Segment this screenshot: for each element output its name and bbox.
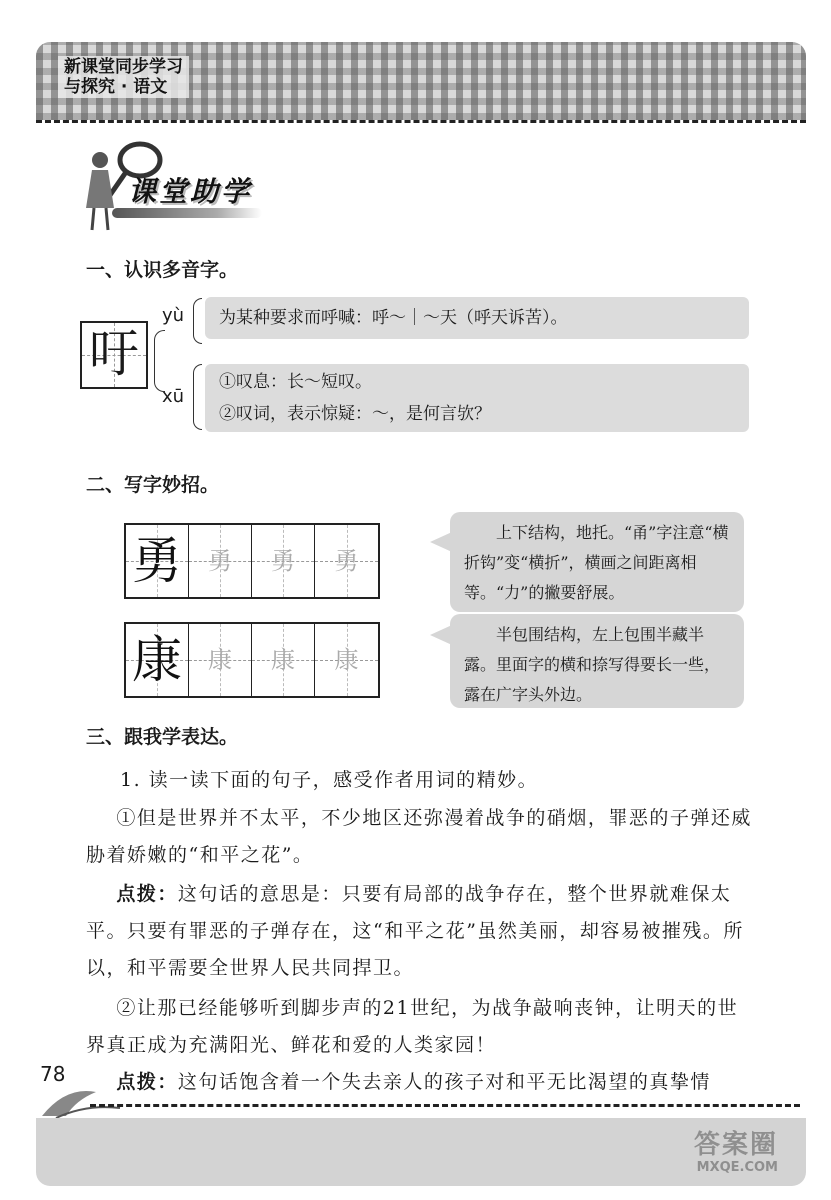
section-banner-title: 课堂助学 — [128, 175, 253, 208]
reading-xu-line1: ①叹息：长～短叹。 — [219, 372, 372, 392]
grid-cell-trace: 勇 — [252, 525, 315, 597]
sentence-1: ①但是世界并不太平，不少地区还弥漫着战争的硝烟，罪恶的子弹还威胁着娇嫩的“和平之花”。 — [86, 807, 752, 866]
brace-yu — [193, 298, 202, 344]
tip-bubble-kang: 半包围结构，左上包围半藏半露。里面字的横和捺写得要长一些，露在广字头外边。 — [450, 614, 744, 708]
leaf-decoration-icon — [36, 1082, 126, 1122]
reading-xu-line2: ②叹词，表示惊疑：～，是何言欤？ — [219, 404, 491, 424]
reading-yu-box — [205, 297, 749, 339]
grid-cell-model: 康 — [126, 624, 189, 696]
watermark-url: MXQE.COM — [696, 1160, 778, 1175]
tip-bubble-tail — [430, 625, 452, 645]
pinyin-yu: yù — [162, 305, 185, 326]
hint-1-text: 这句话的意思是：只要有局部的战争存在，整个世界就难保太平。只要有罪恶的子弹存在，这“和平之花”虽然美丽，却容易被摧残。所以，和平需要全世界人民共同捍卫。 — [86, 883, 744, 979]
grid-cell-model: 勇 — [126, 525, 189, 597]
writing-grid-yong — [124, 523, 380, 599]
hint-2 — [86, 1064, 752, 1101]
header-divider — [36, 120, 806, 123]
tip-bubble-tail — [430, 532, 452, 552]
book-title-line2: 与探究 · 语文 — [64, 77, 168, 97]
sentence-2: ②让那已经能够听到脚步声的21世纪，为战争敲响丧钟，让明天的世界真正成为充满阳光、鲜花和爱的人类家园！ — [86, 997, 739, 1056]
reading-yu-text: 为某种要求而呼喊：呼～｜～天（呼天诉苦）。 — [219, 308, 568, 328]
grid-cell-trace: 勇 — [189, 525, 252, 597]
footer-band — [36, 1118, 806, 1186]
book-title — [58, 56, 189, 98]
footer-divider — [90, 1104, 800, 1107]
section3-heading: 三、跟我学表达。 — [86, 726, 239, 748]
grid-cell-trace: 康 — [252, 624, 315, 696]
hint-1 — [86, 876, 752, 987]
page-number: 78 — [40, 1062, 66, 1086]
grid-cell-trace: 勇 — [315, 525, 378, 597]
outer-brace — [154, 330, 165, 392]
polyphonic-character: 吁 — [80, 321, 148, 389]
reading-xu-box — [205, 364, 749, 432]
grid-cell-trace: 康 — [315, 624, 378, 696]
brace-xu — [193, 364, 202, 430]
watermark-logo: 答案圈 — [693, 1130, 778, 1160]
tip-bubble-yong: 上下结构，地托。“甬”字注意“横折钩”变“横折”，横画之间距离相等。“力”的撇要舒展。 — [450, 512, 744, 612]
hint-label: 点拨： — [116, 1071, 178, 1093]
book-title-line1: 新课堂同步学习 — [64, 57, 183, 77]
pinyin-xu: xū — [162, 386, 185, 407]
watermark — [694, 1130, 778, 1176]
grid-cell-trace: 康 — [189, 624, 252, 696]
writing-grid-kang — [124, 622, 380, 698]
page-header-band — [36, 42, 806, 120]
section2-heading: 二、写字妙招。 — [86, 474, 220, 496]
instruction-text: 1. 读一读下面的句子，感受作者用词的精妙。 — [120, 769, 539, 791]
section1-heading: 一、认识多音字。 — [86, 259, 239, 281]
hint-2-text: 这句话饱含着一个失去亲人的孩子对和平无比渴望的真挚情 — [177, 1071, 711, 1093]
hint-label: 点拨： — [116, 883, 178, 905]
